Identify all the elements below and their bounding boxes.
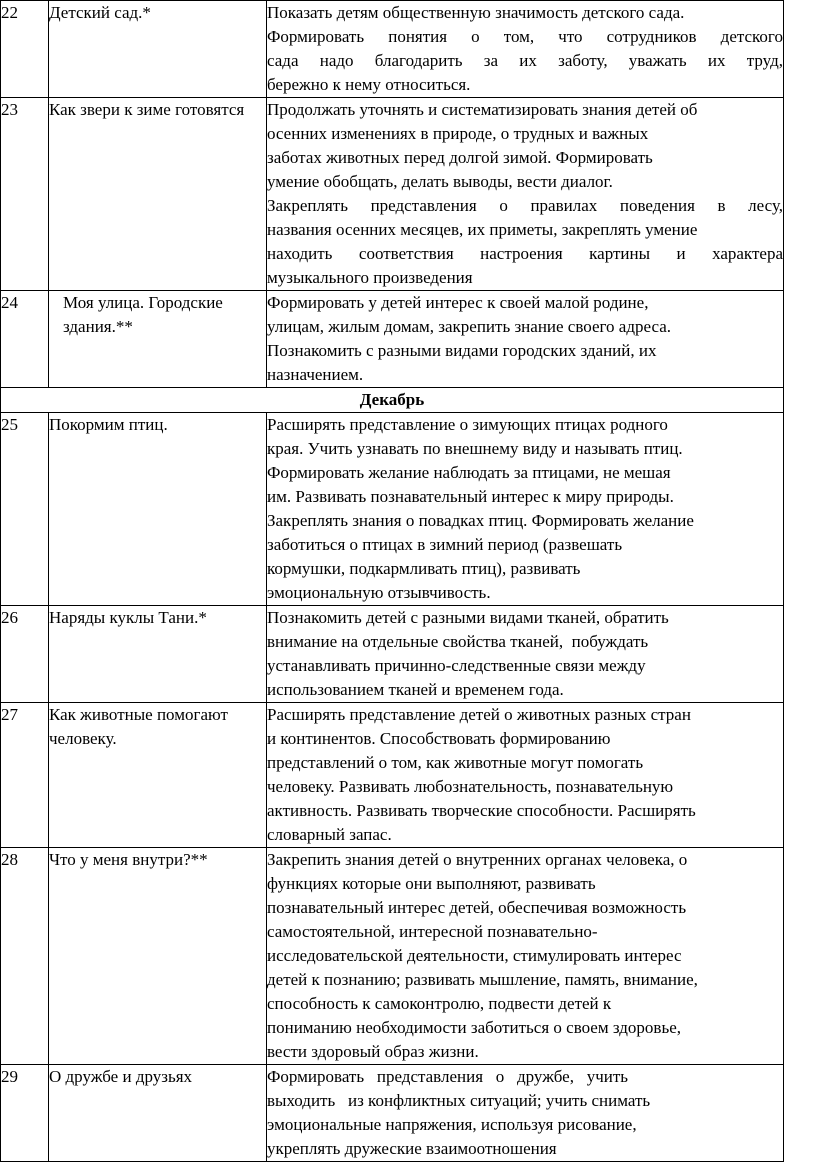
goal-line: Продолжать уточнять и систематизировать знания детей об xyxy=(267,100,698,119)
goal-line: функциях которые они выполняют, развивать xyxy=(267,874,596,893)
goal-line: улицам, жилым домам, закрепить знание своего адреса. xyxy=(267,317,672,336)
goal-line: Познакомить детей с разными видами тканей, обратить xyxy=(267,608,669,627)
table-row xyxy=(1,1,784,98)
goal-line: им. Развивать познавательный интерес к миру природы. xyxy=(267,487,674,506)
month-header: Декабрь xyxy=(1,388,784,413)
goal-line: Формировать у детей интерес к своей малой родине, xyxy=(267,293,649,312)
goal-line: музыкального произведения xyxy=(267,268,473,287)
goal-line: Расширять представление о зимующих птицах родного xyxy=(267,415,668,434)
goal-line: познавательный интерес детей, обеспечивая возможность xyxy=(267,898,687,917)
month-row xyxy=(1,388,784,413)
goal-line: эмоциональную отзывчивость. xyxy=(267,583,491,602)
goal-line: использованием тканей и временем года. xyxy=(267,680,564,699)
table-row xyxy=(1,98,784,291)
row-theme: Как звери к зиме готовятся xyxy=(49,98,267,291)
row-goal xyxy=(267,848,784,1065)
table-row xyxy=(1,703,784,848)
row-theme: Моя улица. Городские здания.** xyxy=(49,291,267,388)
row-number: 28 xyxy=(1,848,49,1065)
goal-line: бережно к нему относиться. xyxy=(267,75,471,94)
row-number: 25 xyxy=(1,413,49,606)
goal-line: устанавливать причинно-следственные связи между xyxy=(267,656,646,675)
goal-line: Показать детям общественную значимость детского сада. xyxy=(267,3,685,22)
row-goal xyxy=(267,98,784,291)
row-goal xyxy=(267,291,784,388)
row-number: 23 xyxy=(1,98,49,291)
row-goal xyxy=(267,606,784,703)
goal-line: сада надо благодарить за их заботу, уважать их труд, xyxy=(267,51,783,70)
goal-line: активность. Развивать творческие способности. Расширять xyxy=(267,801,696,820)
table-row xyxy=(1,1065,784,1162)
table-row xyxy=(1,291,784,388)
table-row xyxy=(1,606,784,703)
row-goal xyxy=(267,703,784,848)
goal-line: и континентов. Способствовать формированию xyxy=(267,729,611,748)
goal-line: способность к самоконтролю, подвести детей к xyxy=(267,994,612,1013)
row-theme: Наряды куклы Тани.* xyxy=(49,606,267,703)
table-row xyxy=(1,413,784,606)
goal-line: детей к познанию; развивать мышление, память, внимание, xyxy=(267,970,698,989)
goal-line: словарный запас. xyxy=(267,825,392,844)
goal-line: названия осенних месяцев, их приметы, закреплять умение xyxy=(267,220,698,239)
goal-line: заботах животных перед долгой зимой. Формировать xyxy=(267,148,653,167)
goal-line: Закреплять представления о правилах поведения в лесу, xyxy=(267,196,783,215)
goal-line: края. Учить узнавать по внешнему виду и называть птиц. xyxy=(267,439,683,458)
row-goal xyxy=(267,1065,784,1162)
goal-line: эмоциональные напряжения, используя рисование, xyxy=(267,1115,637,1134)
goal-line: Формировать представления о дружбе, учить xyxy=(267,1067,629,1086)
row-theme: О дружбе и друзьях xyxy=(49,1065,267,1162)
row-number: 22 xyxy=(1,1,49,98)
row-theme: Что у меня внутри?** xyxy=(49,848,267,1065)
row-number: 29 xyxy=(1,1065,49,1162)
goal-line: укреплять дружеские взаимоотношения xyxy=(267,1139,557,1158)
goal-line: вести здоровый образ жизни. xyxy=(267,1042,479,1061)
row-number: 26 xyxy=(1,606,49,703)
row-number: 27 xyxy=(1,703,49,848)
goal-line: Закрепить знания детей о внутренних органах человека, о xyxy=(267,850,688,869)
goal-line: пониманию необходимости заботиться о своем здоровье, xyxy=(267,1018,681,1037)
goal-line: назначением. xyxy=(267,365,364,384)
goal-line: человеку. Развивать любознательность, познавательную xyxy=(267,777,674,796)
goal-line: внимание на отдельные свойства тканей, побуждать xyxy=(267,632,649,651)
goal-line: умение обобщать, делать выводы, вести диалог. xyxy=(267,172,613,191)
goal-line: Познакомить с разными видами городских зданий, их xyxy=(267,341,657,360)
goal-line: кормушки, подкармливать птиц), развивать xyxy=(267,559,581,578)
goal-line: Формировать понятия о том, что сотрудников детского xyxy=(267,27,783,46)
goal-line: самостоятельной, интересной познавательно- xyxy=(267,922,598,941)
goal-line: исследовательской деятельности, стимулировать интерес xyxy=(267,946,682,965)
row-theme: Детский сад.* xyxy=(49,1,267,98)
goal-line: Расширять представление детей о животных разных стран xyxy=(267,705,691,724)
goal-line: представлений о том, как животные могут помогать xyxy=(267,753,644,772)
row-theme: Как животные помогают человеку. xyxy=(49,703,267,848)
goal-line: Закреплять знания о повадках птиц. Формировать желание xyxy=(267,511,694,530)
row-number: 24 xyxy=(1,291,49,388)
table-row xyxy=(1,848,784,1065)
goal-line: заботиться о птицах в зимний период (развешать xyxy=(267,535,623,554)
goal-line: Формировать желание наблюдать за птицами, не мешая xyxy=(267,463,671,482)
row-goal xyxy=(267,413,784,606)
row-goal xyxy=(267,1,784,98)
row-theme: Покормим птиц. xyxy=(49,413,267,606)
goal-line: выходить из конфликтных ситуаций; учить снимать xyxy=(267,1091,651,1110)
goal-line: осенних изменениях в природе, о трудных и важных xyxy=(267,124,649,143)
goal-line: находить соответствия настроения картины и характера xyxy=(267,244,783,263)
